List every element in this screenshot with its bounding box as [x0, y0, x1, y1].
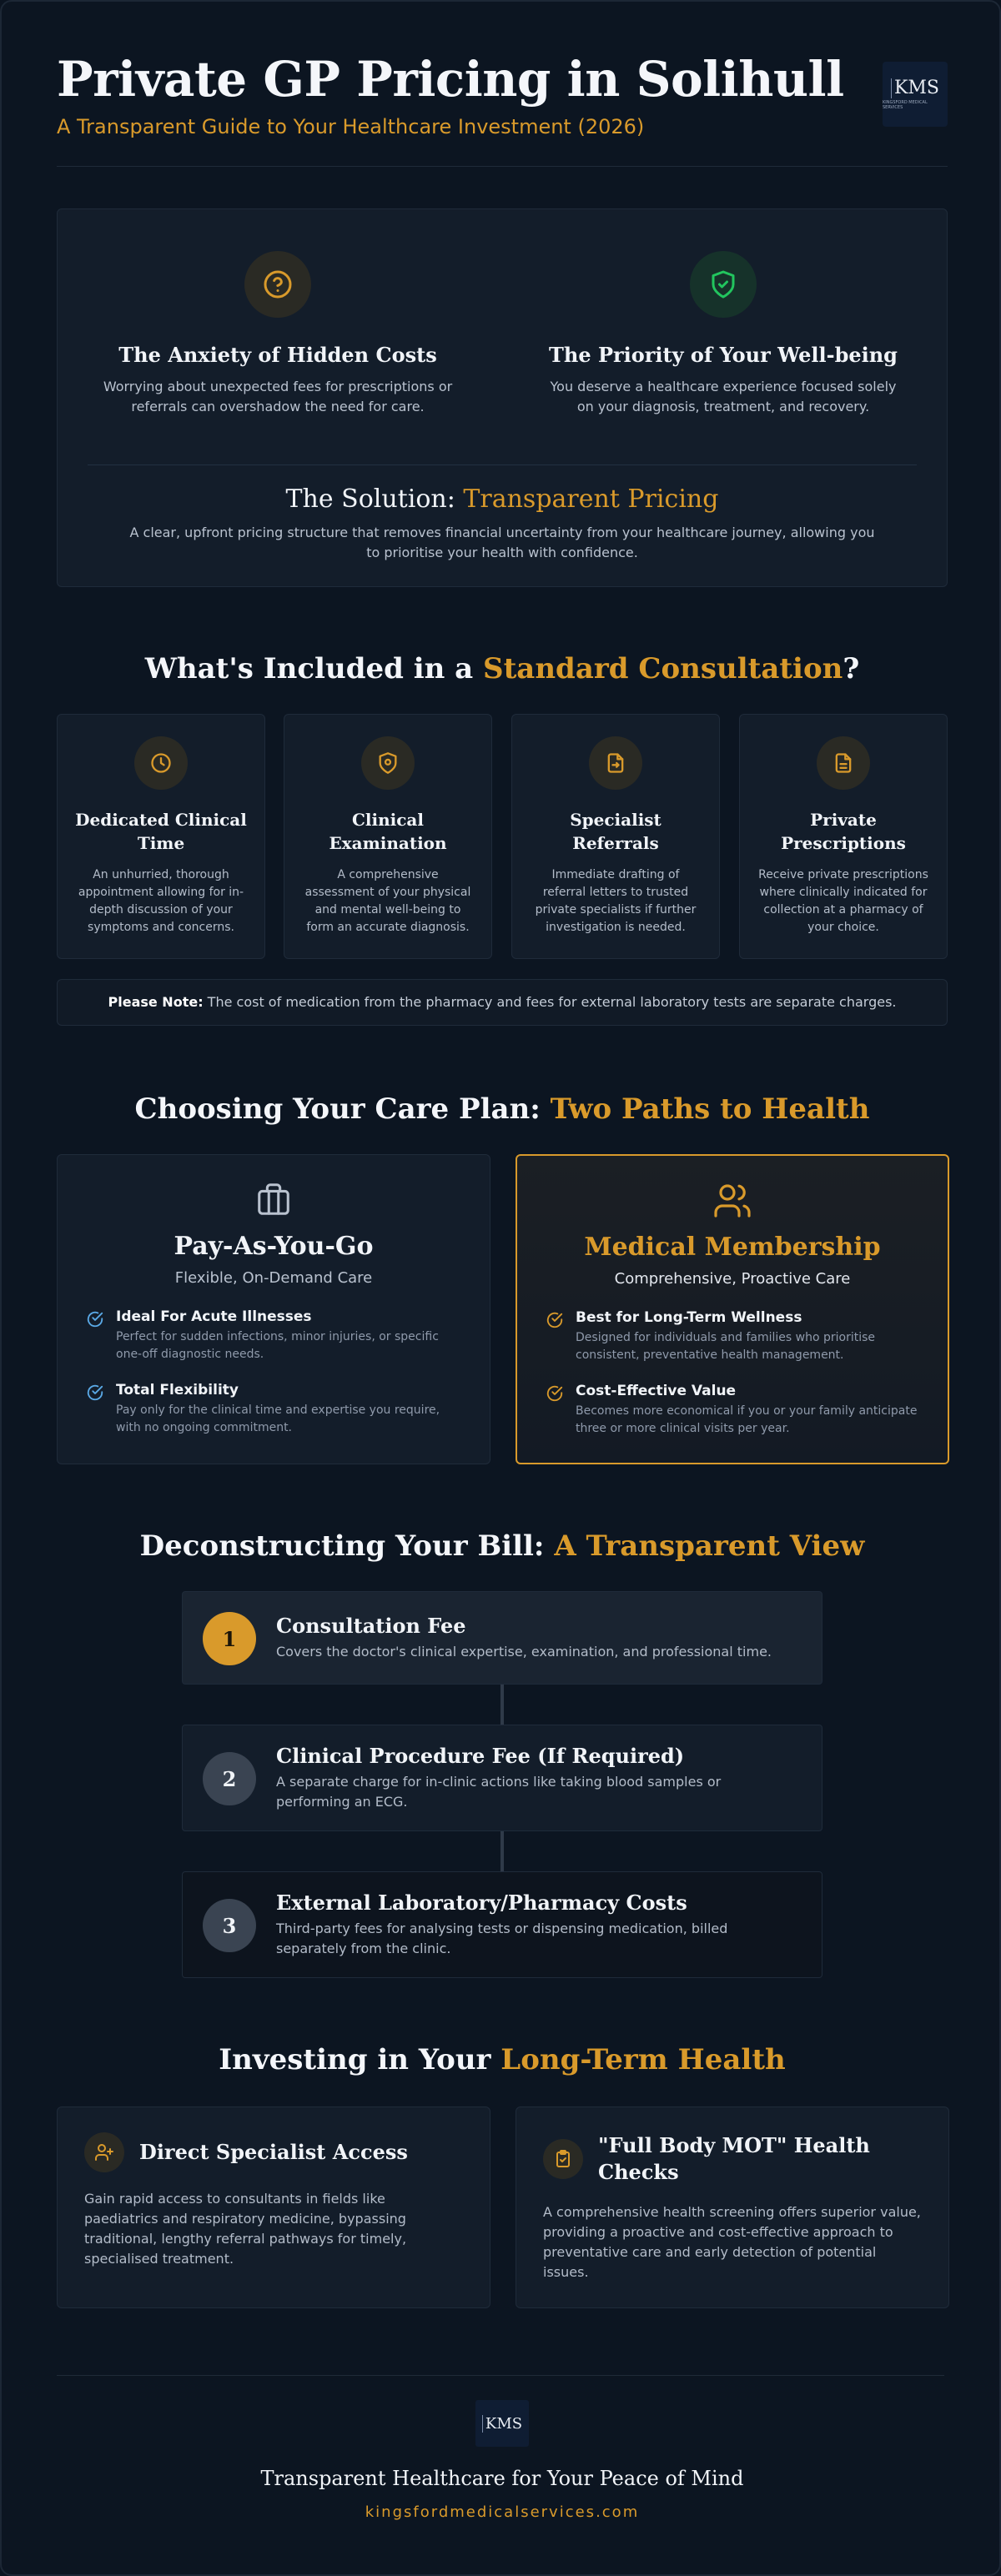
step-connector [500, 1831, 504, 1871]
card-header [84, 2132, 463, 2172]
users-icon [546, 1181, 919, 1221]
consultation-heading [2, 652, 1001, 685]
page-subtitle: A Transparent Guide to Your Healthcare Investment (2026) [57, 115, 645, 138]
card-private-prescriptions [739, 714, 948, 959]
intro-left-text: Worrying about unexpected fees for prescriptions or referrals can overshadow the need for care. [103, 379, 453, 414]
step-title: Consultation Fee [276, 1614, 466, 1638]
intro-panel [57, 208, 948, 587]
pricing-note [57, 979, 948, 1026]
card-title: Dedicated Clinical Time [75, 810, 247, 853]
user-plus-icon [84, 2132, 124, 2172]
card-clinical-examination [284, 714, 492, 959]
logo-subtext: KINGSFORD MEDICAL SERVICES [883, 100, 928, 110]
plan-feature [546, 1309, 919, 1364]
plan-feature-text: Designed for individuals and families who prioritise consistent, preventative health management. [576, 1331, 876, 1362]
step-title: Clinical Procedure Fee (If Required) [276, 1744, 685, 1768]
card-health-checks [516, 2106, 949, 2308]
document-icon [817, 736, 870, 790]
bill-step-1 [182, 1591, 822, 1685]
check-circle-icon [546, 1311, 564, 1333]
note-text: The cost of medication from the pharmacy and fees for external laboratory tests are separate charges. [203, 994, 897, 1010]
card-text: A comprehensive assessment of your physical and mental well-being to form an accurate diagnosis. [304, 868, 471, 934]
footer-tagline: Transparent Healthcare for Your Peace of Mind [260, 2467, 744, 2490]
plan-feature-title: Best for Long-Term Wellness [576, 1309, 802, 1326]
intro-right-title: The Priority of Your Well-being [549, 343, 898, 367]
note-label: Please Note: [108, 994, 204, 1010]
plan-title: Pay-As-You-Go [174, 1232, 374, 1261]
check-circle-icon [86, 1310, 104, 1332]
solution-highlight: Transparent Pricing [463, 485, 719, 514]
footer-logo-text: KMS [482, 2415, 522, 2433]
divider [57, 2375, 944, 2376]
consultation-cards [57, 714, 948, 959]
logo-text: KMS [891, 78, 939, 98]
plan-subtitle: Flexible, On-Demand Care [174, 1269, 373, 1287]
investing-heading-highlight: Long-Term Health [500, 2043, 786, 2076]
card-text: Receive private prescriptions where clinically indicated for collection at a pharmacy of your choice. [758, 868, 928, 934]
intro-right-text: You deserve a healthcare experience focused solely on your diagnosis, treatment, and recovery. [550, 379, 897, 414]
referral-arrow-icon [589, 736, 642, 790]
bill-heading [2, 1529, 1001, 1563]
consultation-heading-highlight: Standard Consultation [483, 652, 843, 685]
footer-logo [475, 2400, 529, 2447]
investing-heading [2, 2043, 1001, 2076]
solution-text: A clear, upfront pricing structure that removes financial uncertainty from your healthcare journey, allowing you to prioritise your health with confidence. [129, 525, 875, 560]
card-title: Clinical Examination [329, 810, 447, 853]
plan-feature-text: Perfect for sudden infections, minor injuries, or specific one-off diagnostic needs. [116, 1330, 439, 1361]
intro-hidden-costs [69, 251, 486, 417]
plan-pay-as-you-go [57, 1154, 490, 1464]
card-text: Gain rapid access to consultants in fields like paediatrics and respiratory medicine, bypassing traditional, lengthy referral pathways for timely, specialised treatment. [84, 2191, 407, 2267]
card-text: A comprehensive health screening offers superior value, providing a proactive and cost-effective approach to preventative care and early detection of potential issues. [543, 2204, 921, 2280]
plan-feature-title: Cost-Effective Value [576, 1383, 737, 1399]
plan-feature-text: Becomes more economical if you or your family anticipate three or more clinical visits per year. [576, 1404, 918, 1435]
card-text: An unhurried, thorough appointment allowing for in-depth discussion of your symptoms and concerns. [78, 868, 244, 934]
step-number: 1 [203, 1612, 256, 1665]
plan-feature [86, 1308, 461, 1363]
plans-heading-highlight: Two Paths to Health [550, 1092, 870, 1126]
clock-icon [134, 736, 188, 790]
card-text: Immediate drafting of referral letters to trusted private specialists if further investigation is needed. [535, 868, 697, 934]
plan-feature-text: Pay only for the clinical time and expertise you require, with no ongoing commitment. [116, 1403, 440, 1434]
step-text: Third-party fees for analysing tests or dispensing medication, billed separately from the clinic. [276, 1921, 728, 1956]
step-number: 3 [203, 1899, 256, 1952]
card-title: Private Prescriptions [781, 810, 906, 853]
divider [88, 464, 917, 465]
plan-feature [546, 1383, 919, 1438]
briefcase-icon [86, 1180, 461, 1220]
step-text: A separate charge for in-clinic actions like taking blood samples or performing an ECG. [276, 1774, 722, 1810]
bill-step-3 [182, 1871, 822, 1978]
check-circle-icon [546, 1384, 564, 1406]
plan-feature-title: Total Flexibility [116, 1382, 239, 1398]
plans-heading [2, 1092, 1001, 1126]
footer-website-link[interactable]: kingsfordmedicalservices.com [365, 2503, 640, 2521]
plan-subtitle: Comprehensive, Proactive Care [614, 1270, 851, 1288]
card-specialist-referrals [511, 714, 720, 959]
card-title: Specialist Referrals [570, 810, 661, 853]
bill-heading-prefix: Deconstructing Your Bill: [139, 1529, 555, 1563]
plan-feature-title: Ideal For Acute Illnesses [116, 1308, 312, 1325]
question-icon [244, 251, 311, 318]
card-title: Direct Specialist Access [139, 2140, 408, 2164]
check-circle-icon [86, 1383, 104, 1405]
card-clinical-time [57, 714, 265, 959]
clipboard-check-icon [543, 2139, 583, 2179]
intro-left-title: The Anxiety of Hidden Costs [118, 343, 437, 367]
card-specialist-access [57, 2106, 490, 2308]
shield-check-icon [690, 251, 757, 318]
consultation-heading-prefix: What's Included in a [144, 652, 484, 685]
solution-prefix: The Solution: [285, 485, 464, 514]
consultation-heading-suffix: ? [843, 652, 860, 685]
card-title: "Full Body MOT" Health Checks [598, 2133, 870, 2184]
step-text: Covers the doctor's clinical expertise, examination, and professional time. [276, 1644, 772, 1660]
intro-wellbeing [515, 251, 932, 417]
step-connector [500, 1685, 504, 1725]
page-title: Private GP Pricing in Solihull [57, 51, 844, 108]
plan-title: Medical Membership [584, 1233, 881, 1262]
plans-heading-prefix: Choosing Your Care Plan: [134, 1092, 551, 1126]
bill-heading-highlight: A Transparent View [554, 1529, 865, 1563]
solution-heading [58, 485, 947, 514]
shield-heart-icon [361, 736, 415, 790]
kms-logo [883, 62, 948, 127]
step-number: 2 [203, 1752, 256, 1805]
step-title: External Laboratory/Pharmacy Costs [276, 1891, 687, 1915]
investing-heading-prefix: Investing in Your [219, 2043, 501, 2076]
card-header [543, 2132, 922, 2186]
plan-medical-membership [516, 1154, 949, 1464]
header [57, 45, 948, 167]
bill-step-2 [182, 1725, 822, 1831]
plan-feature [86, 1382, 461, 1437]
